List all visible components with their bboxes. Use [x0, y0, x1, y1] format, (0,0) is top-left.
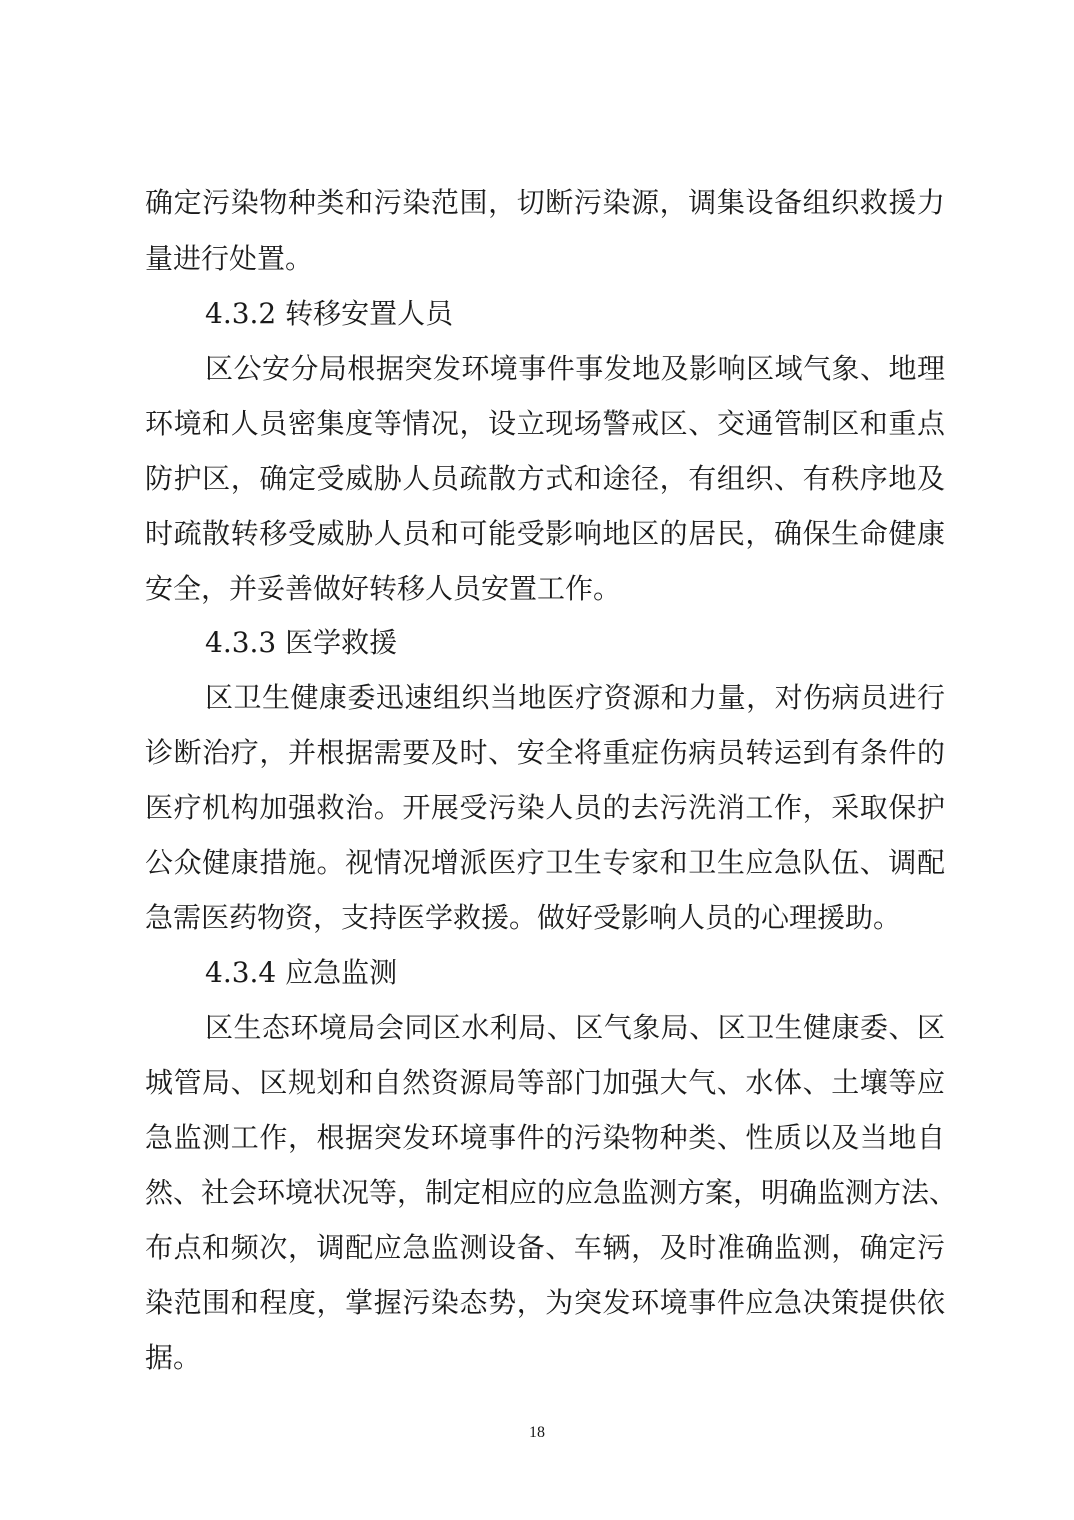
paragraph-line: 医疗机构加强救治。开展受污染人员的去污洗消工作，采取保护	[145, 791, 945, 824]
paragraph-line: 城管局、区规划和自然资源局等部门加强大气、水体、土壤等应	[145, 1066, 945, 1099]
paragraph-line: 安全，并妥善做好转移人员安置工作。	[145, 572, 622, 605]
paragraph-line: 公众健康措施。视情况增派医疗卫生专家和卫生应急队伍、调配	[145, 846, 945, 879]
paragraph-line: 然、社会环境状况等，制定相应的应急监测方案，明确监测方法、	[145, 1176, 958, 1209]
paragraph-line: 据。	[145, 1341, 202, 1374]
paragraph-line: 急监测工作，根据突发环境事件的污染物种类、性质以及当地自	[145, 1121, 945, 1154]
paragraph-line: 时疏散转移受威胁人员和可能受影响地区的居民，确保生命健康	[145, 517, 945, 550]
paragraph-line: 布点和频次，调配应急监测设备、车辆，及时准确监测，确定污	[145, 1231, 945, 1264]
paragraph-line: 染范围和程度，掌握污染态势，为突发环境事件应急决策提供依	[145, 1286, 945, 1319]
paragraph-line: 确定污染物种类和污染范围，切断污染源，调集设备组织救援力	[145, 186, 945, 219]
section-heading-4-3-4: 4.3.4 应急监测	[205, 956, 398, 989]
paragraph-line: 诊断治疗，并根据需要及时、安全将重症伤病员转运到有条件的	[145, 736, 945, 769]
section-heading-4-3-2: 4.3.2 转移安置人员	[205, 297, 454, 330]
paragraph-line: 区公安分局根据突发环境事件事发地及影响区域气象、地理	[205, 352, 945, 385]
paragraph-line: 环境和人员密集度等情况，设立现场警戒区、交通管制区和重点	[145, 407, 945, 440]
page-number: 18	[529, 1424, 545, 1441]
paragraph-line: 区生态环境局会同区水利局、区气象局、区卫生健康委、区	[205, 1011, 945, 1044]
paragraph-line: 急需医药物资，支持医学救援。做好受影响人员的心理援助。	[145, 901, 902, 934]
section-heading-4-3-3: 4.3.3 医学救援	[205, 626, 398, 659]
paragraph-line: 量进行处置。	[145, 242, 314, 275]
paragraph-line: 防护区，确定受威胁人员疏散方式和途径，有组织、有秩序地及	[145, 462, 945, 495]
paragraph-line: 区卫生健康委迅速组织当地医疗资源和力量，对伤病员进行	[205, 681, 945, 714]
